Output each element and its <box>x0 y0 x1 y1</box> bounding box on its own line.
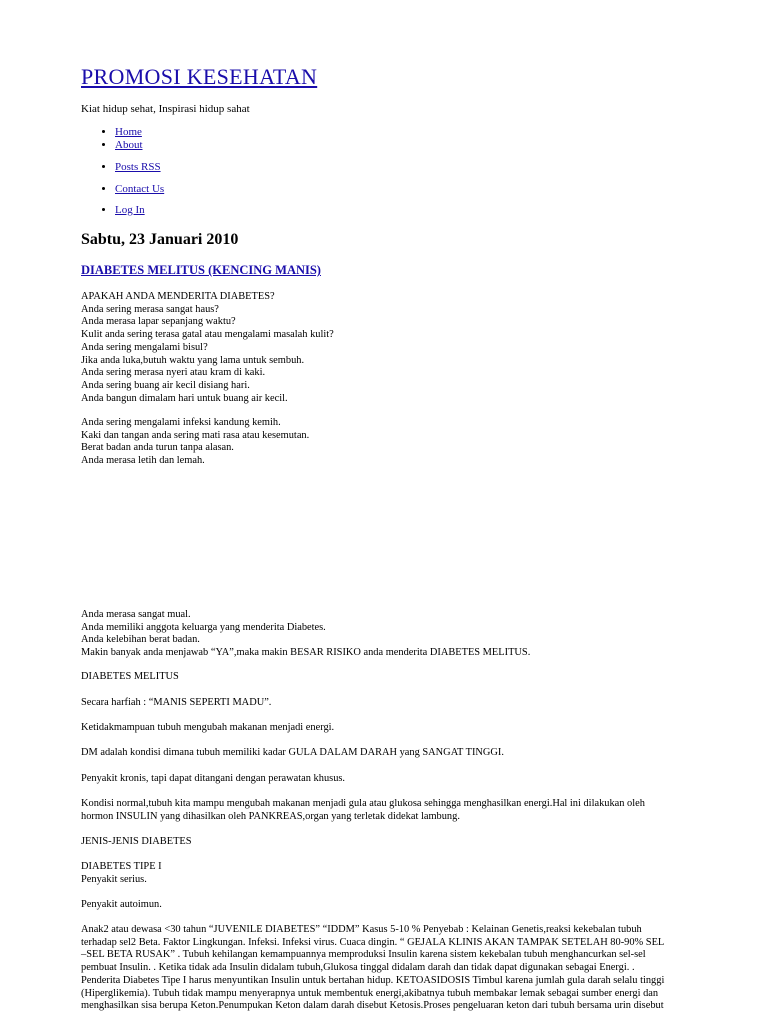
symptoms-list-a <box>81 291 701 405</box>
symptom-line: Anda sering buang air kecil disiang hari. <box>81 379 250 391</box>
paragraph-line: menghasilkan sisa berupa Keton.Penumpukan Keton dalam darah disebut Ketosis.Proses pengeluaran keton dari tubuh bersama urin disebut <box>81 1000 664 1012</box>
tipe1-block <box>81 861 701 886</box>
tipe1-autoimun: Penyakit autoimun. <box>81 899 162 910</box>
symptom-line: Berat badan anda turun tanpa alasan. <box>81 442 234 454</box>
paragraph-line: pembuat Insulin. . Ketika tidak ada Insulin didalam tubuh,Glukosa tinggal didalam darah dan tidak dapat digunakan sebagai Energi. . <box>81 962 635 974</box>
definition-dm: DM adalah kondisi dimana tubuh memiliki kadar GULA DALAM DARAH yang SANGAT TINGGI. <box>81 747 504 758</box>
nav-item-home <box>115 126 164 139</box>
symptom-line: Anda sering merasa sangat haus? <box>81 303 219 315</box>
symptom-line: Anda sering mengalami bisul? <box>81 341 208 353</box>
nav-link-log-in[interactable]: Log In <box>115 204 145 216</box>
nav-link-contact-us[interactable]: Contact Us <box>115 183 165 195</box>
paragraph-line: Kondisi normal,tubuh kita mampu mengubah makanan menjadi gula atau glukosa sehingga menghasilkan energi.Hal ini dilakukan oleh <box>81 798 645 809</box>
nav-menu <box>82 126 164 217</box>
tipe1-heading: DIABETES TIPE I <box>81 861 162 872</box>
nav-item-log-in <box>115 204 164 217</box>
symptom-line: Anda merasa lapar sepanjang waktu? <box>81 316 236 328</box>
paragraph-line: terhadap sel2 Beta. Faktor Lingkungan. Infeksi. Infeksi virus. Cuaca dingin. “ GEJALA KLINIS AKAN TAMPAK SETELAH 80-90% SEL <box>81 936 665 948</box>
symptom-line: Kaki dan tangan anda sering mati rasa atau kesemutan. <box>81 429 310 441</box>
nav-link-about[interactable]: About <box>115 139 143 151</box>
symptom-line: Kulit anda sering terasa gatal atau mengalami masalah kulit? <box>81 329 334 341</box>
nav-link-posts-rss[interactable]: Posts RSS <box>115 161 161 173</box>
section-heading-dm: DIABETES MELITUS <box>81 671 179 682</box>
paragraph-line: –SEL BETA RUSAK” . Tubuh kehilangan kemampuannya memproduksi Insulin karena sistem kekebalan tubuh menghancurkan sel-sel <box>81 949 646 961</box>
symptoms-list-c <box>81 609 701 660</box>
paragraph-line: (Hiperglikemia). Tubuh tidak mampu menyerapnya untuk membentuk energi,akibatnya tubuh membakar lemak sebagai sumber energi dan <box>81 987 659 999</box>
paragraph-line: Anak2 atau dewasa <30 tahun “JUVENILE DIABETES” “IDDM” Kasus 5-10 % Penyebab : Kelainan Genetis,reaksi kekebalan tubuh <box>81 924 642 935</box>
paragraph-tipe1-detail <box>81 924 701 1013</box>
symptom-line: Anda sering merasa nyeri atau kram di kaki. <box>81 367 266 379</box>
paragraph-line: hormon INSULIN yang dihasilkan oleh PANKREAS,organ yang terletak didekat lambung. <box>81 810 460 822</box>
definition-kronis: Penyakit kronis, tapi dapat ditangani dengan perawatan khusus. <box>81 773 346 784</box>
symptom-line: Anda merasa letih dan lemah. <box>81 455 205 467</box>
nav-item-posts-rss <box>115 161 164 183</box>
symptom-line: Anda sering mengalami infeksi kandung kemih. <box>81 417 281 428</box>
tipe1-line: Penyakit serius. <box>81 873 147 885</box>
site-tagline: Kiat hidup sehat, Inspirasi hidup sahat <box>81 103 250 115</box>
symptom-line: Anda kelebihan berat badan. <box>81 634 200 646</box>
symptom-line: Jika anda luka,butuh waktu yang lama untuk sembuh. <box>81 354 305 366</box>
symptom-question-heading: APAKAH ANDA MENDERITA DIABETES? <box>81 291 275 302</box>
symptom-line: Anda merasa sangat mual. <box>81 609 191 620</box>
nav-item-contact-us <box>115 183 164 204</box>
symptom-line: Anda bangun dimalam hari untuk buang air kecil. <box>81 392 288 404</box>
nav-link-home[interactable]: Home <box>115 126 142 138</box>
site-title[interactable]: PROMOSI KESEHATAN <box>81 64 318 89</box>
symptom-conclusion: Makin banyak anda menjawab “YA”,maka makin BESAR RISIKO anda menderita DIABETES MELITUS. <box>81 647 531 659</box>
nav-item-about <box>115 139 164 161</box>
paragraph-kondisi-normal <box>81 798 701 823</box>
symptoms-list-b <box>81 417 701 468</box>
paragraph-line: Penderita Diabetes Tipe I harus menyuntikan Insulin untuk bertahan hidup. KETOASIDOSIS Timbul karena jumlah gula darah selalu tinggi <box>81 974 665 986</box>
section-heading-jenis: JENIS-JENIS DIABETES <box>81 836 192 847</box>
definition-ketidakmampuan: Ketidakmampuan tubuh mengubah makanan menjadi energi. <box>81 722 335 733</box>
post-date: Sabtu, 23 Januari 2010 <box>81 231 239 248</box>
definition-harfiah: Secara harfiah : “MANIS SEPERTI MADU”. <box>81 697 272 708</box>
post-title-link[interactable]: DIABETES MELITUS (KENCING MANIS) <box>81 263 321 277</box>
symptom-line: Anda memiliki anggota keluarga yang menderita Diabetes. <box>81 621 326 633</box>
